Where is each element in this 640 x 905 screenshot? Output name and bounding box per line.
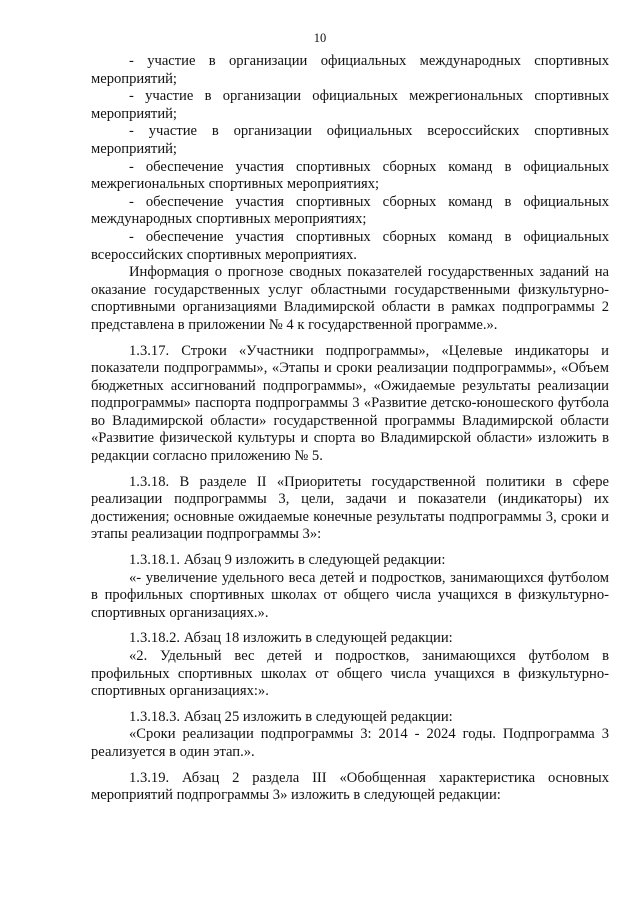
paragraph-forecast-info: Информация о прогнозе сводных показателей государственных заданий на оказание государственных услуг областными государственными физкультурно-спортивными организациями Владимирской области в рамках подпрограммы 2 представлена в приложении № 4 к государственной программе.». — [91, 264, 609, 333]
bullet-interregional-events: - участие в организации официальных межрегиональных спортивных мероприятий; — [91, 88, 609, 122]
bullet-teams-interregional: - обеспечение участия спортивных сборных команд в официальных межрегиональных спортивных мероприятиях; — [91, 158, 609, 193]
paragraph-1-3-18-3-text: «Сроки реализации подпрограммы 3: 2014 - 2024 годы. Подпрограмма 3 реализуется в один этап.». — [91, 726, 609, 760]
paragraph-1-3-19: 1.3.19. Абзац 2 раздела III «Обобщенная характеристика основных мероприятий подпрограммы 3» изложить в следующей редакции: — [91, 769, 609, 804]
paragraph-1-3-18-2-text: «2. Удельный вес детей и подростков, занимающихся футболом в профильных спортивных школах от общего числа учащихся в физкультурно-спортивных организациях:». — [91, 648, 609, 700]
paragraph-1-3-18: 1.3.18. В разделе II «Приоритеты государственной политики в сфере реализации подпрограммы 3, цели, задачи и показатели (индикаторы) их достижения; основные ожидаемые конечные результаты подпрограммы 3, сроки и этапы реализации подпрограммы 3»: — [91, 473, 609, 543]
paragraph-1-3-18-1: 1.3.18.1. Абзац 9 изложить в следующей редакции: — [129, 552, 446, 569]
paragraph-1-3-18-3: 1.3.18.3. Абзац 25 изложить в следующей редакции: — [129, 708, 453, 725]
paragraph-1-3-17: 1.3.17. Строки «Участники подпрограммы», «Целевые индикаторы и показатели подпрограммы», «Этапы и сроки реализации подпрограммы», «Объем бюджетных ассигнований подпрограммы», «Ожидаемые результаты реализации подпрограммы» паспорта подпрограммы 3 «Развитие детско-юношеского футбола во Владимирской области» государственной программы Владимирской области «Развитие физической культуры и спорта во Владимирской области» изложить в редакции согласно приложению № 5. — [91, 342, 609, 465]
paragraph-1-3-18-1-text: «- увеличение удельного веса детей и подростков, занимающихся футболом в профильных спортивных школах от общего числа учащихся в физкультурно-спортивных организациях.». — [91, 569, 609, 621]
page-number: 10 — [313, 31, 327, 45]
paragraph-1-3-18-2: 1.3.18.2. Абзац 18 изложить в следующей редакции: — [129, 630, 453, 647]
bullet-international-events: - участие в организации официальных международных спортивных мероприятий; — [91, 53, 609, 87]
bullet-teams-international: - обеспечение участия спортивных сборных команд в официальных международных спортивных мероприятиях; — [91, 193, 609, 228]
bullet-teams-all-russian: - обеспечение участия спортивных сборных команд в официальных всероссийских спортивных мероприятиях. — [91, 228, 609, 263]
document-body — [91, 53, 609, 805]
bullet-all-russian-events: - участие в организации официальных всероссийских спортивных мероприятий; — [91, 123, 609, 157]
